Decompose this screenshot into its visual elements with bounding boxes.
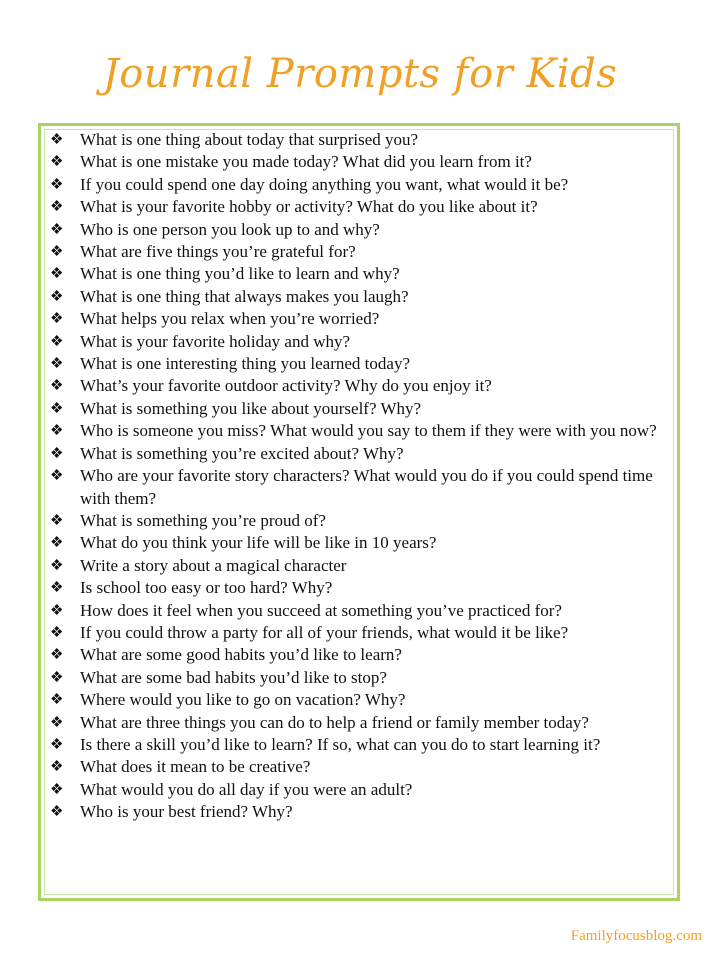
prompt-list — [48, 129, 678, 824]
four-petal-diamond-bullet-icon: ❖ — [50, 714, 64, 731]
four-petal-diamond-bullet-icon: ❖ — [50, 445, 64, 462]
list-item — [48, 443, 678, 465]
list-item — [48, 420, 678, 442]
four-petal-diamond-bullet-icon: ❖ — [50, 468, 64, 485]
prompt-text: Who is someone you miss? What would you say to them if they were with you now? — [80, 421, 657, 441]
list-item — [48, 779, 678, 801]
list-item — [48, 398, 678, 420]
list-item — [48, 353, 678, 375]
list-item — [48, 219, 678, 241]
four-petal-diamond-bullet-icon: ❖ — [50, 400, 64, 417]
list-item — [48, 689, 678, 711]
list-item — [48, 196, 678, 218]
four-petal-diamond-bullet-icon: ❖ — [50, 221, 64, 238]
prompt-text: Where would you like to go on vacation? Why? — [80, 690, 406, 710]
list-item — [48, 667, 678, 689]
prompt-text: What’s your favorite outdoor activity? Why do you enjoy it? — [80, 376, 492, 396]
four-petal-diamond-bullet-icon: ❖ — [50, 423, 64, 440]
four-petal-diamond-bullet-icon: ❖ — [50, 535, 64, 552]
four-petal-diamond-bullet-icon: ❖ — [50, 580, 64, 597]
prompt-text: Who is your best friend? Why? — [80, 802, 293, 822]
four-petal-diamond-bullet-icon: ❖ — [50, 804, 64, 821]
four-petal-diamond-bullet-icon: ❖ — [50, 512, 64, 529]
list-item — [48, 801, 678, 823]
four-petal-diamond-bullet-icon: ❖ — [50, 759, 64, 776]
prompt-text: What does it mean to be creative? — [80, 757, 311, 777]
footer-source: Familyfocusblog.com — [570, 928, 702, 944]
four-petal-diamond-bullet-icon: ❖ — [50, 154, 64, 171]
four-petal-diamond-bullet-icon: ❖ — [50, 669, 64, 686]
prompt-text: What helps you relax when you’re worried? — [80, 309, 380, 329]
prompt-text: What is your favorite hobby or activity? What do you like about it? — [80, 197, 538, 217]
prompt-text: Is school too easy or too hard? Why? — [80, 578, 333, 598]
prompt-text: What would you do all day if you were an adult? — [80, 779, 413, 799]
four-petal-diamond-bullet-icon: ❖ — [50, 624, 64, 641]
list-item — [48, 510, 678, 532]
four-petal-diamond-bullet-icon: ❖ — [50, 692, 64, 709]
list-item — [48, 644, 678, 666]
four-petal-diamond-bullet-icon: ❖ — [50, 244, 64, 261]
list-item — [48, 375, 678, 397]
prompt-text: What is your favorite holiday and why? — [80, 331, 351, 351]
four-petal-diamond-bullet-icon: ❖ — [50, 356, 64, 373]
list-item — [48, 465, 678, 510]
prompt-text: What do you think your life will be like in 10 years? — [80, 533, 437, 553]
prompt-text: What is something you’re proud of? — [80, 510, 326, 530]
page-title: Journal Prompts for Kids — [102, 51, 618, 97]
four-petal-diamond-bullet-icon: ❖ — [50, 647, 64, 664]
four-petal-diamond-bullet-icon: ❖ — [50, 333, 64, 350]
prompt-text: What is one thing about today that surprised you? — [80, 130, 419, 149]
prompt-text: What is one thing that always makes you laugh? — [80, 286, 409, 306]
prompt-text: What are five things you’re grateful for? — [80, 242, 356, 262]
list-item — [48, 532, 678, 554]
four-petal-diamond-bullet-icon: ❖ — [50, 557, 64, 574]
four-petal-diamond-bullet-icon: ❖ — [50, 199, 64, 216]
four-petal-diamond-bullet-icon: ❖ — [50, 266, 64, 283]
prompt-text: What are three things you can do to help a friend or family member today? — [80, 712, 589, 732]
list-item — [48, 555, 678, 577]
four-petal-diamond-bullet-icon: ❖ — [50, 378, 64, 395]
prompt-text: What are some bad habits you’d like to stop? — [80, 667, 387, 687]
list-item — [48, 712, 678, 734]
prompt-text: Is there a skill you’d like to learn? If so, what can you do to start learning it? — [80, 734, 601, 754]
list-item — [48, 241, 678, 263]
prompt-text: What is one mistake you made today? What did you learn from it? — [80, 152, 532, 172]
list-item — [48, 577, 678, 599]
list-item — [48, 263, 678, 285]
prompt-text: What are some good habits you’d like to learn? — [80, 645, 402, 665]
list-item — [48, 331, 678, 353]
list-item — [48, 756, 678, 778]
list-item — [48, 174, 678, 196]
list-item — [48, 129, 678, 151]
four-petal-diamond-bullet-icon: ❖ — [50, 132, 64, 148]
prompt-text: What is something you’re excited about? Why? — [80, 443, 404, 463]
prompt-text: Write a story about a magical character — [80, 555, 347, 575]
list-item — [48, 600, 678, 622]
list-item — [48, 734, 678, 756]
prompt-text: Who are your favorite story characters? What would you do if you could spend time with them? — [80, 466, 653, 508]
four-petal-diamond-bullet-icon: ❖ — [50, 781, 64, 798]
prompt-text: What is one interesting thing you learned today? — [80, 354, 410, 374]
list-item — [48, 286, 678, 308]
list-item — [48, 151, 678, 173]
prompt-text: What is one thing you’d like to learn and why? — [80, 264, 400, 284]
list-item — [48, 622, 678, 644]
prompt-text: What is something you like about yourself? Why? — [80, 398, 422, 418]
four-petal-diamond-bullet-icon: ❖ — [50, 176, 64, 193]
four-petal-diamond-bullet-icon: ❖ — [50, 602, 64, 619]
prompt-text: If you could spend one day doing anything you want, what would it be? — [80, 174, 569, 194]
prompt-text: Who is one person you look up to and why? — [80, 219, 380, 239]
prompt-text: If you could throw a party for all of your friends, what would it be like? — [80, 622, 569, 642]
four-petal-diamond-bullet-icon: ❖ — [50, 311, 64, 328]
four-petal-diamond-bullet-icon: ❖ — [50, 288, 64, 305]
prompt-text: How does it feel when you succeed at something you’ve practiced for? — [80, 600, 562, 620]
list-item — [48, 308, 678, 330]
four-petal-diamond-bullet-icon: ❖ — [50, 736, 64, 753]
